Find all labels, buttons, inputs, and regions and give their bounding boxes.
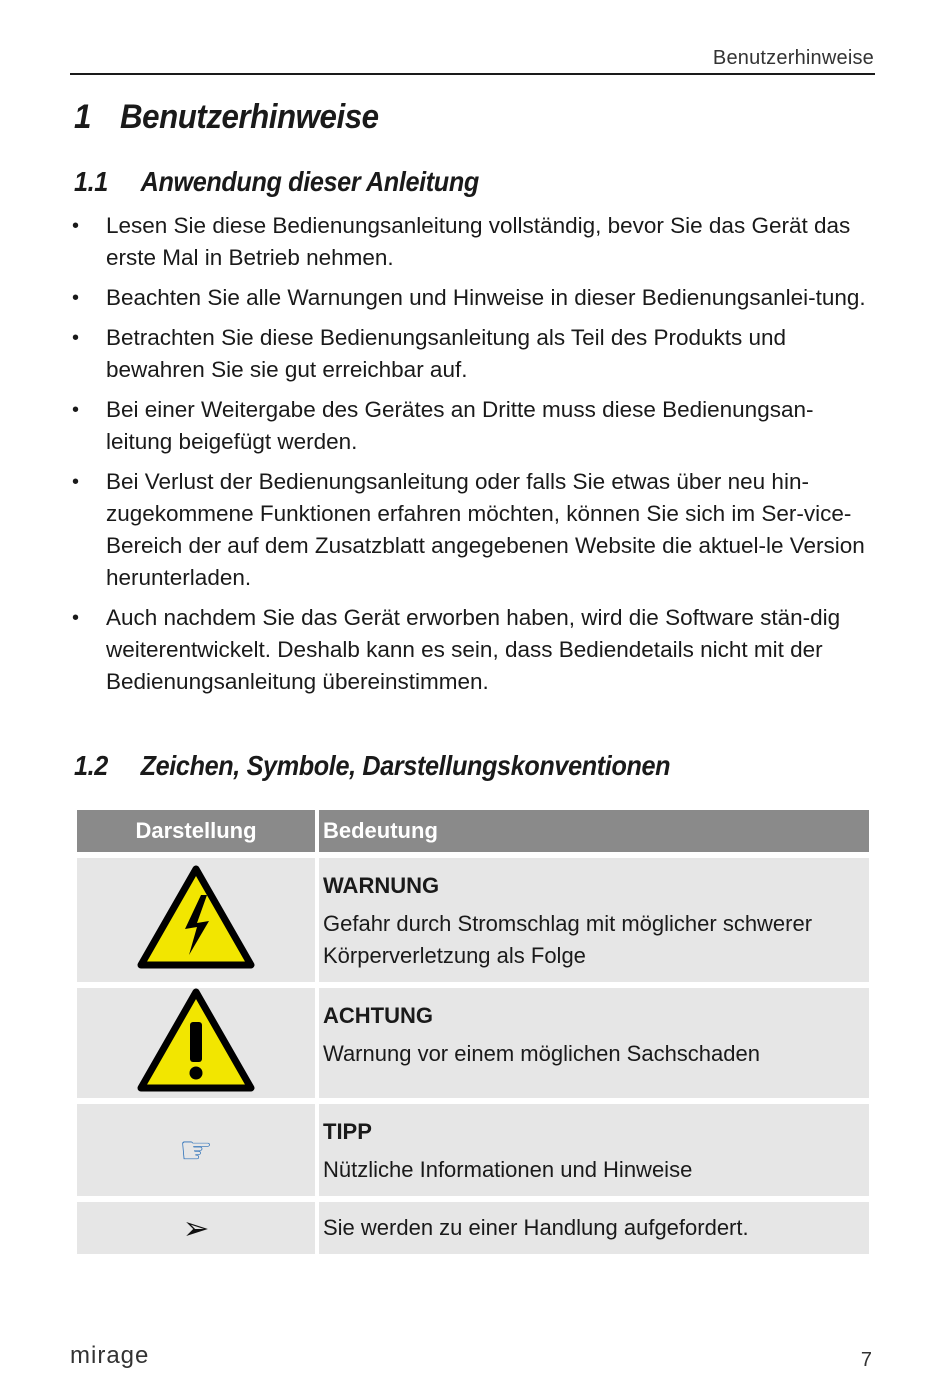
- running-header: Benutzerhinweise: [712, 47, 874, 69]
- tipp-label: TIPP: [323, 1119, 372, 1144]
- usage-bullet-list: [70, 210, 870, 706]
- chapter-number: 1: [74, 98, 91, 136]
- section-heading-1-1: [74, 166, 479, 198]
- electric-warning-icon: [137, 865, 255, 969]
- table-header-row: [77, 810, 869, 852]
- action-description: Sie werden zu einer Handlung aufgefordert.: [323, 1215, 749, 1240]
- section-title: Anwendung dieser Anleitung: [140, 166, 479, 197]
- section-number: 1.2: [74, 750, 108, 781]
- achtung-label: ACHTUNG: [323, 1003, 433, 1028]
- conventions-table: [73, 804, 873, 1260]
- list-item: • Lesen Sie diese Bedienungsanleitung vollständig, bevor Sie das Gerät das erste Mal in Betrieb nehmen.: [70, 210, 870, 274]
- list-item: • Auch nachdem Sie das Gerät erworben haben, wird die Software stän-dig weiterentwickelt. Deshalb kann es sein, dass Bediendetails nicht mit der Bedienungsanleitung übereinstimmen.: [70, 602, 870, 698]
- chapter-heading: [74, 98, 379, 137]
- bullet-icon: •: [72, 399, 80, 421]
- bullet-icon: •: [72, 287, 80, 309]
- column-header-bedeutung: Bedeutung: [319, 810, 869, 852]
- table-row: [77, 1104, 869, 1196]
- table-row: [77, 988, 869, 1098]
- section-title: Zeichen, Symbole, Darstellungskonventionen: [140, 750, 671, 781]
- tipp-description: Nützliche Informationen und Hinweise: [323, 1157, 693, 1182]
- achtung-description: Warnung vor einem möglichen Sachschaden: [323, 1041, 760, 1066]
- chapter-title: Benutzerhinweise: [120, 98, 379, 136]
- bullet-icon: •: [72, 607, 80, 629]
- list-item: • Bei einer Weitergabe des Gerätes an Dritte muss diese Bedienungsan-leitung beigefügt werden.: [70, 394, 870, 458]
- section-heading-1-2: [74, 750, 670, 782]
- bullet-icon: •: [72, 471, 80, 493]
- list-item: • Beachten Sie alle Warnungen und Hinweise in dieser Bedienungsanlei-tung.: [70, 282, 870, 314]
- page-number: 7: [860, 1349, 872, 1371]
- header-rule: [70, 73, 875, 75]
- table-row: [77, 858, 869, 982]
- column-header-darstellung: Darstellung: [77, 810, 315, 852]
- section-number: 1.1: [74, 166, 108, 197]
- bullet-icon: •: [72, 215, 80, 237]
- warnung-description: Gefahr durch Stromschlag mit möglicher schwerer Körperverletzung als Folge: [323, 911, 813, 968]
- pointing-hand-icon: ☞: [178, 1129, 214, 1172]
- bullet-icon: •: [72, 327, 80, 349]
- arrowhead-icon: ➢: [182, 1210, 210, 1246]
- list-item: • Bei Verlust der Bedienungsanleitung oder falls Sie etwas über neu hin-zugekommene Funktionen erfahren möchten, können Sie sich im Ser-vice-Bereich der auf dem Zusatzblatt angegebenen Website die aktuel-le Version herunterladen.: [70, 466, 870, 594]
- warnung-label: WARNUNG: [323, 873, 440, 898]
- table-row: [77, 1202, 869, 1254]
- exclamation-warning-icon: [137, 988, 255, 1092]
- mirage-logo: mirage: [70, 1342, 150, 1369]
- list-item: • Betrachten Sie diese Bedienungsanleitung als Teil des Produkts und bewahren Sie sie gut erreichbar auf.: [70, 322, 870, 386]
